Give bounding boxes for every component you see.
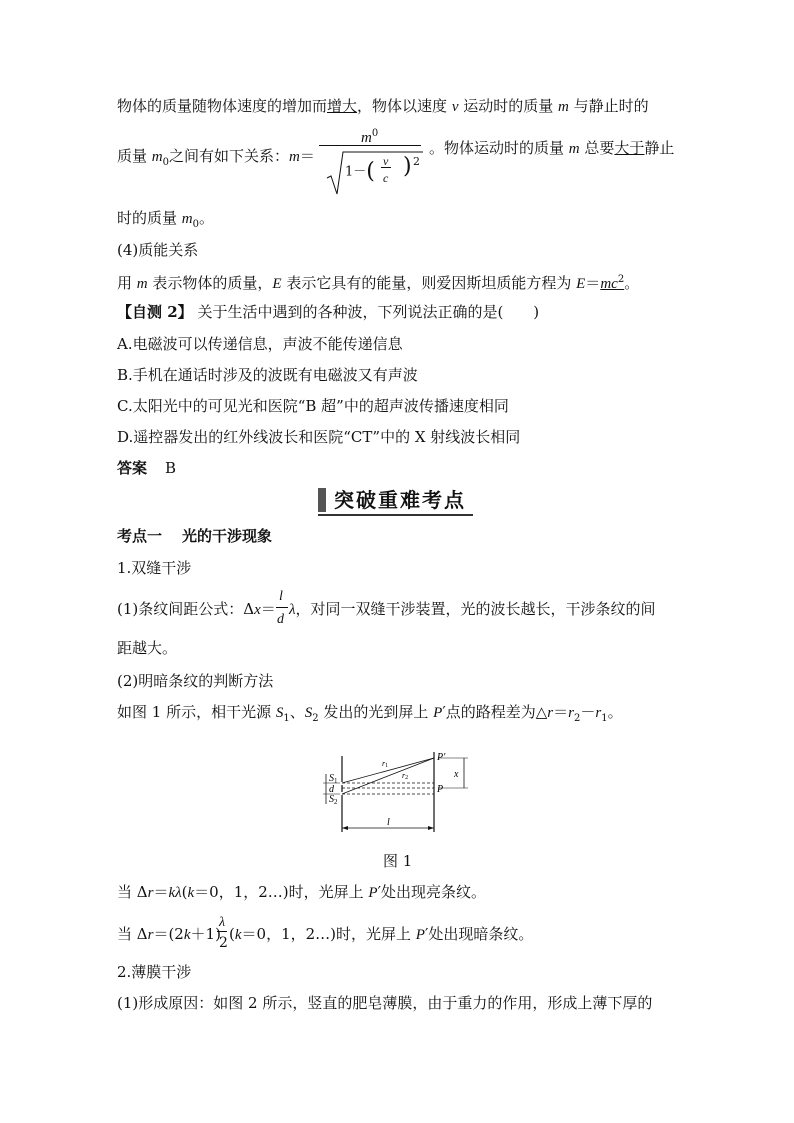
label-r2: r2 — [402, 771, 409, 781]
root-content — [345, 159, 375, 184]
var-r: r — [147, 885, 154, 901]
paragraph-bright-fringe — [117, 882, 486, 903]
heading-double-slit: 1.双缝干涉 — [117, 559, 192, 577]
equals: ＝ — [553, 703, 569, 721]
text: ( — [181, 883, 188, 901]
frac-bar — [276, 607, 288, 608]
heading-fringe-judgment: (2)明暗条纹的判断方法 — [117, 672, 274, 690]
quiz-option-a: A.电磁波可以传递信息，声波不能传递信息 — [117, 335, 403, 353]
text: 运动时的质量 — [458, 97, 559, 115]
text: (1)条纹间距公式：Δ — [117, 600, 255, 618]
var-m: m — [558, 99, 569, 115]
text: 关于生活中遇到的各种波，下列说法正确的是( ) — [192, 303, 540, 321]
text: ′处出现暗条纹。 — [424, 925, 534, 943]
subscript: 2 — [312, 713, 319, 724]
text: 。 — [607, 703, 623, 721]
text: 用 — [117, 274, 137, 292]
label-r1: r1 — [382, 759, 389, 769]
var-lambda: λ — [219, 915, 226, 930]
text-group — [117, 599, 276, 620]
subscript: 1 — [601, 713, 608, 724]
banner-block — [318, 488, 326, 512]
subscript: 0 — [162, 157, 169, 168]
var-r: r — [547, 705, 554, 721]
var-P: P — [368, 885, 378, 901]
var-S: S — [275, 705, 284, 721]
ray-r1 — [342, 758, 434, 783]
text: ′处出现亮条纹。 — [377, 883, 487, 901]
var-m: m — [568, 141, 580, 157]
var-m0: m — [151, 149, 163, 165]
text: 。物体运动时的质量 — [429, 139, 569, 157]
paragraph-mass-energy — [117, 270, 639, 294]
underlined-answer: 增大 — [327, 97, 358, 115]
text: 表示物体的质量， — [147, 274, 273, 292]
label-x: x — [454, 769, 459, 780]
subscript: 2 — [574, 713, 581, 724]
var-x: x — [254, 602, 261, 618]
text: 与静止时的 — [568, 97, 649, 115]
text: 质量 — [117, 147, 152, 165]
l-arrow-right — [428, 826, 434, 830]
var-l: l — [279, 589, 283, 604]
paragraph-thin-film-cause: (1)形成原因：如图 2 所示，竖直的肥皂薄膜，由于重力的作用，形成上薄下厚的 — [117, 994, 653, 1012]
text: 发出的光到屏上 — [318, 703, 434, 721]
text: 时的质量 — [117, 209, 182, 227]
text: ′点的路程差为△ — [442, 703, 548, 721]
superscript: 0 — [371, 128, 379, 139]
label-P-prime: P′ — [437, 752, 446, 763]
frac-den: 2 — [219, 935, 228, 951]
text: ＝0，1，2…)时，光屏上 — [241, 925, 416, 943]
var-E: E — [576, 276, 586, 292]
topic-title: 光的干涉现象 — [182, 527, 273, 545]
var-r: r — [568, 705, 574, 721]
superscript: 2 — [617, 274, 625, 285]
var-m: m — [361, 130, 372, 146]
text-group — [229, 924, 533, 945]
var-c: c — [383, 171, 389, 185]
answer-label: 答案 — [117, 459, 148, 477]
label-S1: $S_1$ — [329, 773, 338, 785]
left-paren: ( — [366, 159, 375, 184]
text-group — [117, 924, 221, 945]
subscript: 1 — [283, 713, 290, 724]
exponent: 2 — [413, 155, 420, 168]
var-m: m — [289, 149, 300, 165]
var-k-lambda: kλ — [168, 885, 182, 901]
var-k: k — [183, 927, 191, 943]
var-v: v — [451, 99, 459, 115]
var-k: k — [234, 927, 242, 943]
fraction-bar — [319, 145, 421, 146]
text-group — [117, 146, 315, 173]
text: 之间有如下关系： — [169, 147, 290, 165]
answer-value: B — [165, 459, 177, 477]
label-l: l — [387, 817, 390, 828]
text: ＋1) — [190, 925, 221, 943]
text: 、 — [289, 703, 305, 721]
equals: ＝ — [260, 600, 276, 618]
section-banner — [318, 486, 473, 516]
label-d: d — [329, 784, 334, 795]
heading-mass-energy: (4)质能关系 — [117, 241, 199, 259]
var-S: S — [304, 705, 313, 721]
quiz-answer — [117, 458, 176, 478]
text: 静止 — [644, 139, 675, 157]
text: 1－ — [345, 164, 367, 180]
l-arrow-left — [342, 826, 348, 830]
text-group — [429, 138, 674, 159]
equals: ＝ — [299, 147, 315, 165]
figure-caption: 图 1 — [383, 852, 413, 870]
equals: ＝ — [585, 274, 601, 292]
minus: － — [580, 703, 596, 721]
paragraph-path-difference — [117, 702, 623, 729]
var-m: m — [181, 211, 193, 227]
quiz-option-d: D.遥控器发出的红外线波长和医院“CT”中的 X 射线波长相同 — [117, 428, 521, 446]
var-r: r — [595, 705, 602, 721]
root-frac-den — [383, 168, 388, 188]
paragraph-rest-mass — [117, 208, 214, 235]
frac-bar — [217, 931, 227, 932]
subscript: 0 — [192, 219, 199, 230]
quiz-option-b: B.手机在通话时涉及的波既有电磁波又有声波 — [117, 366, 418, 384]
text-group — [289, 599, 656, 620]
underlined-answer: 大于 — [614, 139, 645, 157]
text: 如图 1 所示，相干光源 — [117, 703, 276, 721]
frac-den — [277, 609, 284, 630]
label-P: P — [437, 784, 444, 795]
heading-thin-film: 2.薄膜干涉 — [117, 963, 192, 981]
frac-num — [219, 912, 225, 933]
text: 物体的质量随物体速度的增加而 — [117, 97, 328, 115]
var-mc: mc — [600, 276, 618, 292]
var-P: P — [415, 927, 425, 943]
right-paren: ) — [403, 154, 412, 179]
topic-heading — [117, 526, 272, 546]
text: 当 Δ — [117, 925, 148, 943]
text: 表示它具有的能量，则爱因斯坦质能方程为 — [281, 274, 577, 292]
text: ＝0，1，2…)时，光屏上 — [194, 883, 369, 901]
var-P: P — [433, 705, 443, 721]
var-E: E — [272, 276, 282, 292]
label-S2: $S_2$ — [329, 794, 338, 806]
text: ，对同一双缝干涉装置，光的波长越长，干涉条纹的间 — [295, 600, 656, 618]
text: 当 Δ — [117, 883, 148, 901]
text: 。 — [624, 274, 640, 292]
text: 总要 — [579, 139, 615, 157]
quiz-tag: 【自测 2】 — [117, 303, 193, 321]
quiz-stem — [117, 302, 539, 322]
text: ，物体以速度 — [357, 97, 452, 115]
var-m: m — [136, 276, 148, 292]
var-r: r — [147, 927, 154, 943]
double-slit-diagram — [318, 752, 478, 842]
topic-label: 考点一 — [117, 527, 163, 545]
var-lambda: λ — [289, 602, 296, 618]
text: 。 — [199, 209, 215, 227]
banner-title: 突破重难考点 — [334, 488, 466, 512]
equals: ＝ — [153, 883, 169, 901]
paragraph-fringe-spacing-cont: 距越大。 — [117, 639, 178, 657]
text: ＝(2 — [153, 925, 184, 943]
quiz-option-c: C.太阳光中的可见光和医院“B 超”中的超声波传播速度相同 — [117, 397, 509, 415]
text: ( — [229, 925, 235, 943]
var-v: v — [383, 154, 389, 168]
frac-num — [279, 586, 283, 607]
paragraph-mass-velocity — [117, 96, 649, 117]
var-d: d — [277, 612, 284, 627]
var-k: k — [187, 885, 195, 901]
